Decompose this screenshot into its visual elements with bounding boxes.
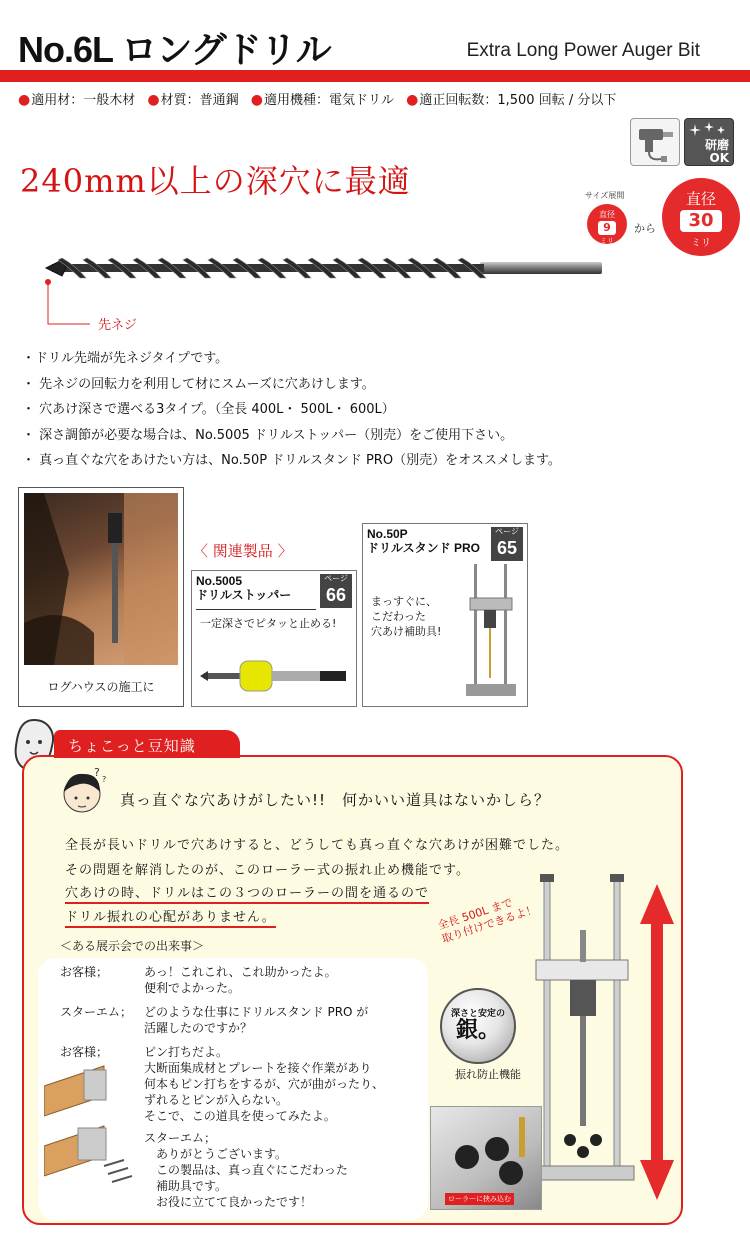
dialogue-line: スターエム； どのような仕事にドリルスタンド PRO が 活躍したのですか？ (60, 1005, 369, 1035)
headline: 240mm以上の深穴に最適 (20, 162, 411, 200)
dialogue-line: お客様； ピン打ちだよ。 大断面集成材とプレートを接ぐ作業があり 何本もピン打ちをするが、穴が曲がったり、 ずれるとピンが入らない。 そこで、この道具を使ってみたよ。 (60, 1045, 385, 1123)
drill-stand-image (458, 562, 526, 706)
size-from-badge: 直径 9 ミリ (587, 204, 627, 244)
sharpening-ok-icon (684, 118, 734, 166)
log-house-photo (24, 493, 178, 665)
dialogue-line: スターエム； ありがとうございます。 この製品は、真っ直ぐにこだわった 補助具です。 お役に立てて良かったです！ (144, 1131, 348, 1209)
list-item: ・ 穴あけ深さで選べる3タイプ。（全長 400L・ 500L・ 600L） (22, 402, 395, 417)
stand-length-note: 全長 500L まで 取り付けできるよ！ (436, 895, 539, 946)
girl-face-icon (60, 764, 110, 816)
page-reference: ページ 65 (491, 527, 523, 561)
paragraph-line: 全長が長いドリルで穴あけすると、どうしても真っ直ぐな穴あけが困難でした。 (65, 838, 570, 853)
exhibit-heading: ＜ある展示会での出来事＞ (60, 939, 205, 953)
anti-vibration-label: 振れ防止機能 (455, 1068, 521, 1081)
vertical-arrow-icon (640, 884, 674, 1200)
divider (196, 609, 316, 610)
spec-item: ●適用材：一般木材 (18, 92, 136, 108)
inset-caption: ローラーに挟み込む (445, 1193, 514, 1205)
related-products-label: 〈 関連製品 〉 (193, 542, 293, 560)
list-item: ・ 深さ調節が必要な場合は、No.5005 ドリルストッパー（別売）をご使用下さい。 (22, 427, 514, 443)
list-item: ・ 真っ直ぐな穴をあけたい方は、No.50P ドリルスタンド PRO（別売）をオススメします。 (22, 453, 561, 468)
product-heading: No.5005 ドリルストッパー (196, 574, 292, 602)
list-item: ・ 先ネジの回転力を利用して材にスムーズに穴あけします。 (22, 376, 375, 392)
spec-item: ●適用機種：電気ドリル (250, 92, 394, 108)
spec-item: ●材質：普通鋼 (147, 92, 239, 108)
paragraph-line-highlight: 穴あけの時、ドリルはこの３つのローラーの間を通るので (65, 882, 429, 904)
header-divider (0, 70, 750, 82)
sharpening-ok-label: 研磨 OK (704, 138, 729, 165)
product-description: 一定深さでピタッと止める! (200, 617, 337, 630)
feature-list (22, 346, 561, 474)
paragraph-line: その問題を解消したのが、このローラー式の振れ止め機能です。 (65, 863, 470, 878)
dialogue-line: お客様； あっ！これこれ、これ助かったよ。 便利でよかった。 (60, 965, 337, 995)
silver-badge: 深さと安定の 銀。 (440, 988, 516, 1064)
size-connector: から (634, 222, 656, 235)
list-item: ・ドリル先端が先ネジタイプです。 (22, 351, 229, 366)
page-reference: ページ 66 (320, 574, 352, 608)
spec-item: ●適正回転数：1,500 回転 / 分以下 (406, 92, 617, 108)
photo-caption: ログハウスの施工に (47, 680, 155, 694)
related-product-drill-stopper[interactable] (191, 570, 357, 707)
product-subtitle: Extra Long Power Auger Bit (466, 40, 700, 61)
usage-photo (18, 487, 184, 707)
screw-tip-label: 先ネジ (98, 318, 138, 333)
related-product-drill-stand[interactable] (362, 523, 528, 707)
trivia-tab: ちょこっと豆知識 (54, 730, 240, 758)
svg-text:?: ? (94, 766, 100, 779)
trivia-question: 真っ直ぐな穴あけがしたい!! 何かいい道具はないかしら？ (120, 791, 551, 809)
svg-text:?: ? (102, 775, 107, 784)
electric-drill-icon (630, 118, 680, 166)
size-range-label: サイズ展開 (585, 191, 625, 200)
paragraph-line-highlight: ドリル振れの心配がありません。 (65, 906, 276, 928)
product-title: No.6L ロングドリル (18, 29, 331, 70)
roller-closeup-photo (430, 1106, 542, 1210)
product-description: まっすぐに、 こだわった 穴あけ補助具! (371, 595, 442, 638)
timber-joint-illustration (44, 1056, 136, 1196)
size-to-badge: 直径 30 ミリ (662, 178, 740, 256)
drill-stopper-image (200, 641, 350, 701)
product-heading: No.50P ドリルスタンド PRO (367, 527, 480, 555)
spec-row (18, 89, 624, 108)
